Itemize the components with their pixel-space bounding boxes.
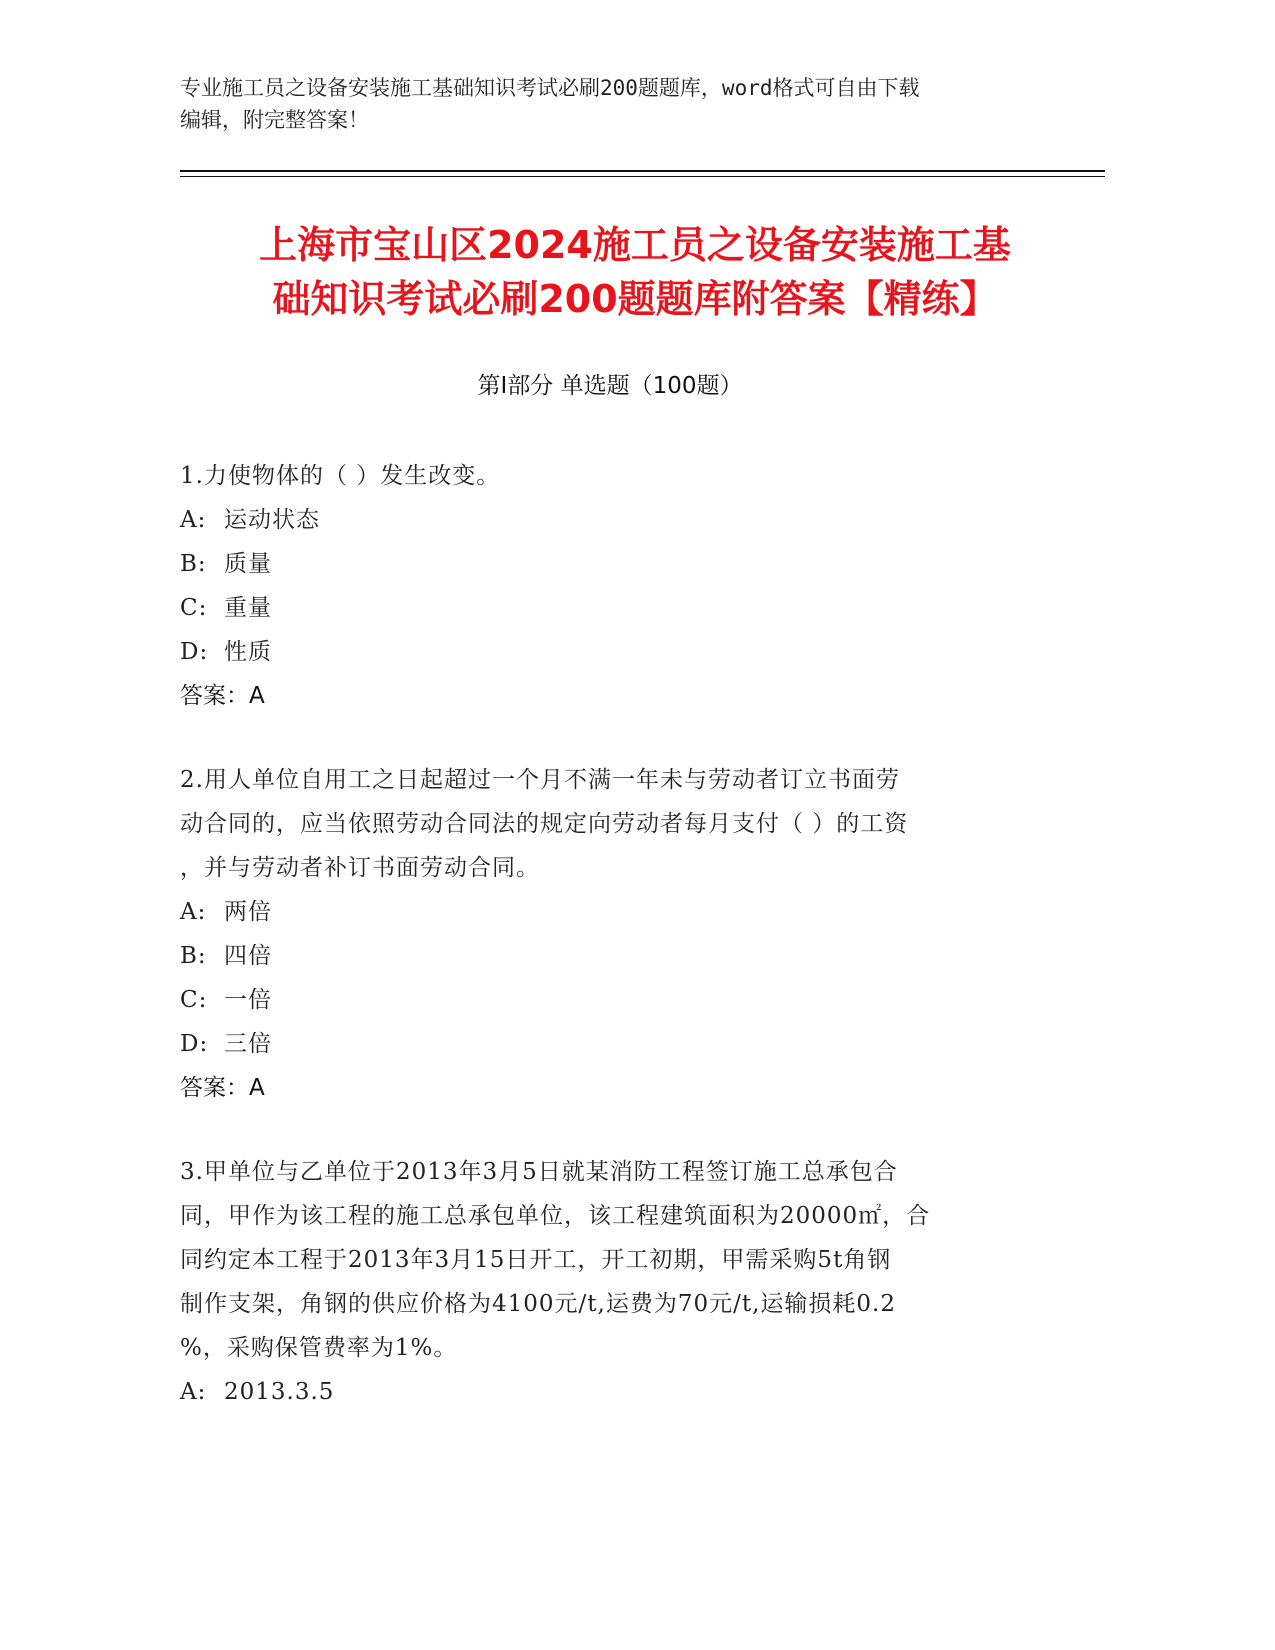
option-text: 性质 — [224, 639, 272, 665]
option-a — [180, 498, 1040, 542]
question-stem-line: %，采购保管费率为1%。 — [180, 1335, 458, 1361]
option-d — [180, 630, 1040, 674]
header-line-1: 专业施工员之设备安装施工基础知识考试必刷200题题库，word格式可自由下载 — [180, 76, 920, 100]
option-a — [180, 1370, 1040, 1414]
question-stem-line: 制作支架，角钢的供应价格为4100元/t,运费为70元/t,运输损耗0.2 — [180, 1291, 896, 1317]
title-line-2: 础知识考试必刷200题题库附答案【精练】 — [272, 277, 998, 321]
option-key: C: — [180, 987, 208, 1013]
document-title — [160, 218, 1110, 326]
option-key: A: — [180, 1379, 207, 1405]
option-key: C: — [180, 595, 208, 621]
option-key: B: — [180, 943, 207, 969]
option-text: 三倍 — [224, 1031, 272, 1057]
option-d — [180, 1022, 1040, 1066]
option-key: B: — [180, 551, 207, 577]
option-text: 质量 — [224, 551, 272, 577]
option-key: A: — [180, 507, 207, 533]
option-c — [180, 586, 1040, 630]
section-title: 第I部分 单选题（100题） — [477, 373, 743, 399]
option-key: A: — [180, 899, 207, 925]
option-text: 重量 — [224, 595, 272, 621]
option-key: D: — [180, 639, 209, 665]
question-1 — [180, 454, 1040, 718]
option-text: 一倍 — [224, 987, 272, 1013]
option-key: D: — [180, 1031, 209, 1057]
header-divider-thin — [180, 176, 1105, 177]
option-a — [180, 890, 1040, 934]
answer: 答案：A — [180, 1075, 265, 1101]
question-stem-line: 同，甲作为该工程的施工总承包单位，该工程建筑面积为20000㎡，合 — [180, 1203, 931, 1229]
question-stem-line: 动合同的，应当依照劳动合同法的规定向劳动者每月支付（ ）的工资 — [180, 811, 909, 837]
option-text: 两倍 — [224, 899, 272, 925]
document-header — [180, 72, 1040, 136]
question-stem-line: 3.甲单位与乙单位于2013年3月5日就某消防工程签订施工总承包合 — [180, 1159, 898, 1185]
header-line-2: 编辑，附完整答案！ — [180, 108, 369, 132]
question-stem: 1.力使物体的（ ）发生改变。 — [180, 463, 501, 489]
question-stem-line: 2.用人单位自用工之日起超过一个月不满一年未与劳动者订立书面劳 — [180, 767, 900, 793]
question-3 — [180, 1150, 1040, 1414]
option-b — [180, 934, 1040, 978]
option-text: 运动状态 — [224, 507, 320, 533]
title-line-1: 上海市宝山区2024施工员之设备安装施工基 — [259, 223, 1011, 267]
option-c — [180, 978, 1040, 1022]
option-b — [180, 542, 1040, 586]
header-divider-thick — [180, 170, 1105, 172]
question-stem-line: 同约定本工程于2013年3月15日开工，开工初期，甲需采购5t角钢 — [180, 1247, 892, 1273]
option-text: 四倍 — [224, 943, 272, 969]
question-stem-line: ，并与劳动者补订书面劳动合同。 — [180, 855, 540, 881]
answer: 答案：A — [180, 683, 265, 709]
option-text: 2013.3.5 — [224, 1379, 335, 1405]
question-2 — [180, 758, 1040, 1110]
